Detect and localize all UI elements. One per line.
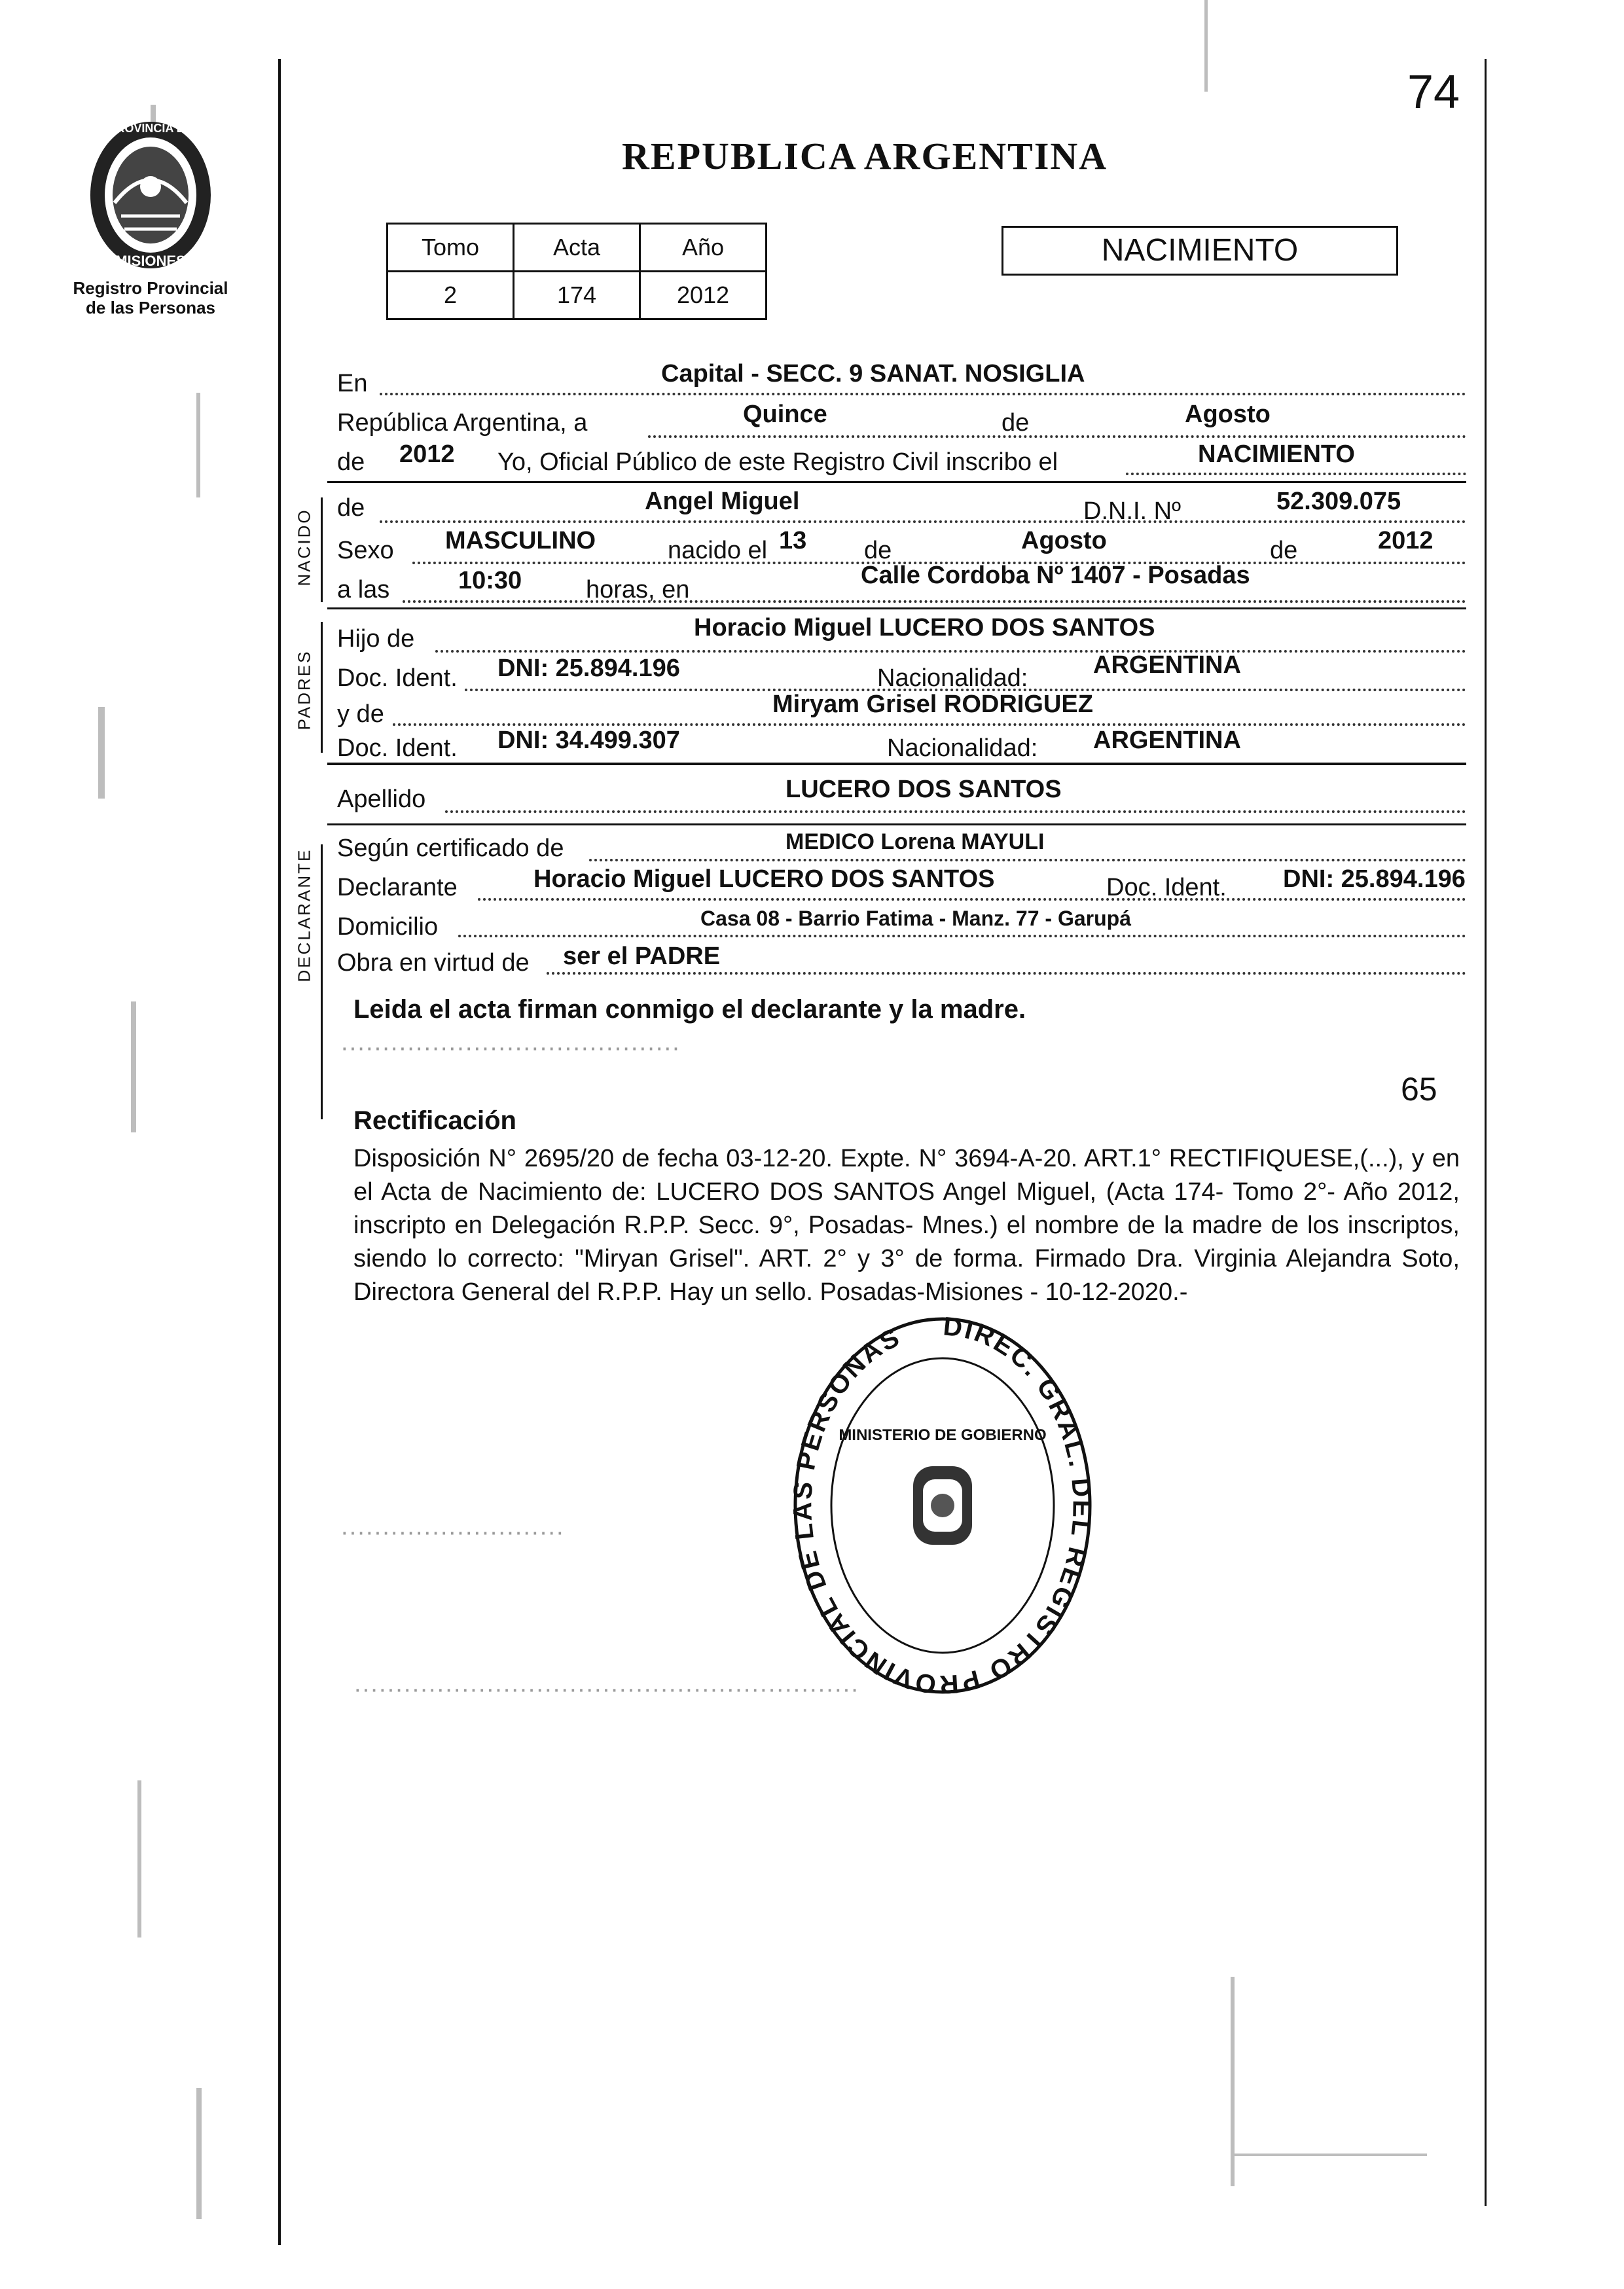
seal-top-text: PROVINCIA DE xyxy=(108,122,193,135)
dotted-leader xyxy=(393,723,1466,726)
side-label-padres: PADRES xyxy=(294,649,314,730)
label-nacido: nacido el xyxy=(668,537,768,564)
label-nac1: Nacionalidad: xyxy=(877,664,1028,692)
section-rule xyxy=(327,823,1466,825)
ghost-text: ········································· xyxy=(340,1034,680,1062)
label-nombre: de xyxy=(337,494,365,522)
label-sexo: Sexo xyxy=(337,537,394,564)
label-dni: D.N.I. Nº xyxy=(1083,497,1181,525)
side-label-declarante: DECLARANTE xyxy=(294,848,314,982)
section-rule xyxy=(327,481,1466,483)
value-madre: Miryam Grisel RODRIGUEZ xyxy=(772,691,1093,718)
label-cert: Según certificado de xyxy=(337,835,564,862)
dotted-leader xyxy=(445,810,1466,813)
header-anio: Año xyxy=(640,224,767,272)
registry-caption xyxy=(62,278,239,317)
scan-noise xyxy=(196,2088,202,2219)
registry-caption-line1: Registro Provincial xyxy=(73,278,228,298)
value-inscribo: NACIMIENTO xyxy=(1198,441,1355,468)
ghost-text: ····························································· xyxy=(353,1676,859,1703)
dotted-leader xyxy=(380,520,1466,523)
document-title: REPUBLICA ARGENTINA xyxy=(622,135,1108,177)
dotted-leader xyxy=(458,935,1466,937)
value-declarante: Horacio Miguel LUCERO DOS SANTOS xyxy=(533,865,995,893)
provincial-seal-icon xyxy=(85,118,216,275)
dotted-leader xyxy=(589,859,1466,861)
closing-statement: Leida el acta firman conmigo el declarante y la madre. xyxy=(353,995,1026,1024)
value-doc2: DNI: 34.499.307 xyxy=(497,727,680,754)
dotted-leader xyxy=(403,600,1466,603)
official-stamp-icon xyxy=(785,1309,1100,1702)
label-de2: de xyxy=(337,448,365,476)
value-obra: ser el PADRE xyxy=(563,943,721,970)
page-number: 74 xyxy=(1407,66,1460,118)
right-margin-rule xyxy=(1485,59,1487,2206)
act-type-box: NACIMIENTO xyxy=(1001,226,1398,276)
label-decl-doc: Doc. Ident. xyxy=(1106,874,1227,901)
value-tomo: 2 xyxy=(388,272,514,319)
value-anio: 2012 xyxy=(640,272,767,319)
label-republica: República Argentina, a xyxy=(337,409,588,437)
registry-caption-line2: de las Personas xyxy=(86,298,215,317)
left-margin-rule xyxy=(278,59,281,2245)
scan-noise xyxy=(98,707,105,799)
section-rule xyxy=(327,607,1466,609)
header-tomo: Tomo xyxy=(388,224,514,272)
value-cert: MEDICO Lorena MAYULI xyxy=(785,829,1045,854)
value-domicilio: Casa 08 - Barrio Fatima - Manz. 77 - Garupá xyxy=(700,907,1131,930)
rectificacion-title: Rectificación xyxy=(353,1106,516,1135)
value-nac2: ARGENTINA xyxy=(1093,727,1241,754)
section-bracket xyxy=(321,622,323,753)
stamp-inner-text: MINISTERIO DE GOBIERNO xyxy=(839,1426,1047,1444)
section-bracket xyxy=(321,844,323,1119)
value-en: Capital - SECC. 9 SANAT. NOSIGLIA xyxy=(661,360,1085,388)
label-declarante: Declarante xyxy=(337,874,458,901)
scan-noise xyxy=(137,1780,141,1938)
margin-number: 65 xyxy=(1401,1071,1437,1108)
value-nacido-anio: 2012 xyxy=(1378,527,1434,554)
value-nac1: ARGENTINA xyxy=(1093,651,1241,679)
label-hora: a las xyxy=(337,576,390,604)
dotted-leader xyxy=(648,435,1466,438)
ghost-text: ··························· xyxy=(340,1519,564,1546)
label-hijo: Hijo de xyxy=(337,625,415,653)
label-apellido: Apellido xyxy=(337,785,426,813)
value-nombre: Angel Miguel xyxy=(645,488,800,515)
value-dni: 52.309.075 xyxy=(1276,488,1401,515)
dotted-leader xyxy=(435,650,1466,653)
value-acta: 174 xyxy=(514,272,640,319)
value-padre: Horacio Miguel LUCERO DOS SANTOS xyxy=(694,614,1155,641)
side-label-nacido: NACIDO xyxy=(294,508,314,586)
dotted-leader xyxy=(547,972,1466,975)
stamp-ring-text: DIREC. GRAL. DEL REGISTRO PROVINCIAL DE LAS PERSONAS xyxy=(788,1312,1096,1699)
label-de: de xyxy=(1001,409,1030,437)
label-doc2: Doc. Ident. xyxy=(337,734,458,762)
value-doc1: DNI: 25.894.196 xyxy=(497,655,680,682)
value-anio: 2012 xyxy=(399,441,455,468)
dotted-leader xyxy=(478,898,1466,901)
value-decl-doc: DNI: 25.894.196 xyxy=(1283,865,1466,893)
dotted-leader xyxy=(380,393,1466,395)
label-horas-en: horas, en xyxy=(586,576,690,604)
label-domicilio: Domicilio xyxy=(337,913,439,941)
scan-noise xyxy=(1231,2154,1427,2156)
label-nac2: Nacionalidad: xyxy=(887,734,1038,762)
scan-noise xyxy=(196,393,200,497)
value-apellido: LUCERO DOS SANTOS xyxy=(785,776,1062,803)
value-nacido-dia: 13 xyxy=(779,527,807,554)
section-rule xyxy=(327,763,1466,765)
scan-noise xyxy=(131,1001,136,1132)
label-de4: de xyxy=(1270,537,1298,564)
label-en: En xyxy=(337,370,368,397)
label-de3: de xyxy=(864,537,892,564)
registry-value-row xyxy=(388,272,767,319)
section-bracket xyxy=(321,497,323,602)
label-yde: y de xyxy=(337,700,384,728)
label-obra: Obra en virtud de xyxy=(337,949,530,977)
value-mes: Agosto xyxy=(1185,401,1271,428)
scan-noise xyxy=(1204,0,1208,92)
value-sexo: MASCULINO xyxy=(445,527,596,554)
rectificacion-text: Disposición N° 2695/20 de fecha 03-12-20. Expte. N° 3694-A-20. ART.1° RECTIFIQUESE,(...), y en el Acta de Nacimiento de: LUCERO DOS SANTOS Angel Miguel, (Acta 174- Tomo 2°- Año 2012, inscripto en Delegación R.P.P. Secc. 9°, Posadas- Mnes.) el nombre de la madre de los inscriptos, siendo lo correcto: "Miryan Grisel". ART. 2° y 3° de forma. Firmado Dra. Virginia Alejandra Soto, Directora General del R.P.P. Hay un sello. Posadas-Misiones - 10-12-2020.- xyxy=(353,1145,1460,1306)
label-oficial: Yo, Oficial Público de este Registro Civil inscribo el xyxy=(497,448,1058,476)
seal-bottom-text: MISIONES xyxy=(115,253,186,269)
dotted-leader xyxy=(1126,473,1466,475)
registry-table xyxy=(386,223,767,320)
value-hora: 10:30 xyxy=(458,567,522,594)
registry-header-row xyxy=(388,224,767,272)
value-nacido-mes: Agosto xyxy=(1021,527,1107,554)
header-acta: Acta xyxy=(514,224,640,272)
value-dia: Quince xyxy=(743,401,827,428)
label-doc1: Doc. Ident. xyxy=(337,664,458,692)
value-lugar: Calle Cordoba Nº 1407 - Posadas xyxy=(861,562,1250,589)
